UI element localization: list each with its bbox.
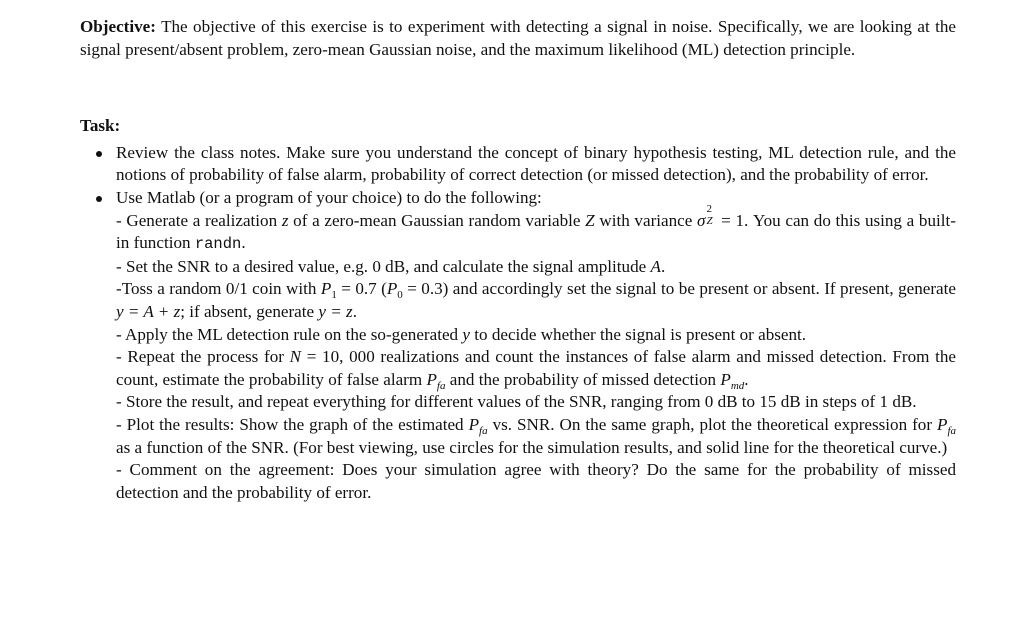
objective-paragraph	[80, 16, 956, 61]
task-heading: Task:	[80, 116, 121, 136]
assignment-page	[80, 16, 956, 504]
objective-text: The objective of this exercise is to experiment with detecting a signal in noise. Specifically, we are looking at the signal present/absent problem, zero-mean Gaussian noise, and the maximum likelihood (ML) detection principle.	[80, 17, 957, 59]
task-bullet-matlab	[80, 187, 956, 504]
step-repeat: - Repeat the process for N = 10, 000 realizations and count the instances of false alarm and missed detection. From the count, estimate the probability of false alarm $P_{fa}$ and the probability of missed detection $P_{md}$.	[116, 347, 956, 392]
step-generate: - Generate a realization z of a zero-mean Gaussian random variable Z with variance σ 2 Z = 1. You can do this using a built-in function randn.	[116, 202, 956, 254]
bullet-intro: Use Matlab (or a program of your choice) to do the following:	[116, 187, 542, 207]
bullet-icon	[96, 196, 102, 202]
bullet-text: Review the class notes. Make sure you understand the concept of binary hypothesis testing, ML detection rule, and the notions of probability of false alarm, probability of correct detection (or missed detection), and the probability of error.	[116, 142, 956, 185]
task-bullet-review	[80, 142, 956, 187]
bullet-icon	[96, 151, 102, 157]
task-list	[80, 142, 956, 505]
step-store: - Store the result, and repeat everything for different values of the SNR, ranging from 0 dB to 15 dB in steps of 1 dB.	[116, 392, 917, 412]
objective-label: Objective:	[80, 17, 156, 36]
step-plot: - Plot the results: Show the graph of the estimated $P_{fa}$ vs. SNR. On the same graph, plot the theoretical expression for $P_{fa}$ as a function of the SNR. (For best viewing, use circles for the simulation results, and solid line for the theoretical curve.)	[116, 414, 957, 457]
step-coin: -Toss a random 0/1 coin with $P_1 = 0.7$ $(P_0 = 0.3)$ and accordingly set the signal to be present or absent. If present, generate y = A + z; if absent, generate y = z.	[116, 279, 956, 321]
randn-code: randn	[194, 235, 242, 254]
step-snr: - Set the SNR to a desired value, e.g. 0 dB, and calculate the signal amplitude A.	[116, 256, 666, 276]
step-ml-rule: - Apply the ML detection rule on the so-generated y to decide whether the signal is present or absent.	[116, 324, 807, 344]
step-comment: - Comment on the agreement: Does your simulation agree with theory? Do the same for the probability of missed detection and the probability of error.	[116, 460, 956, 502]
